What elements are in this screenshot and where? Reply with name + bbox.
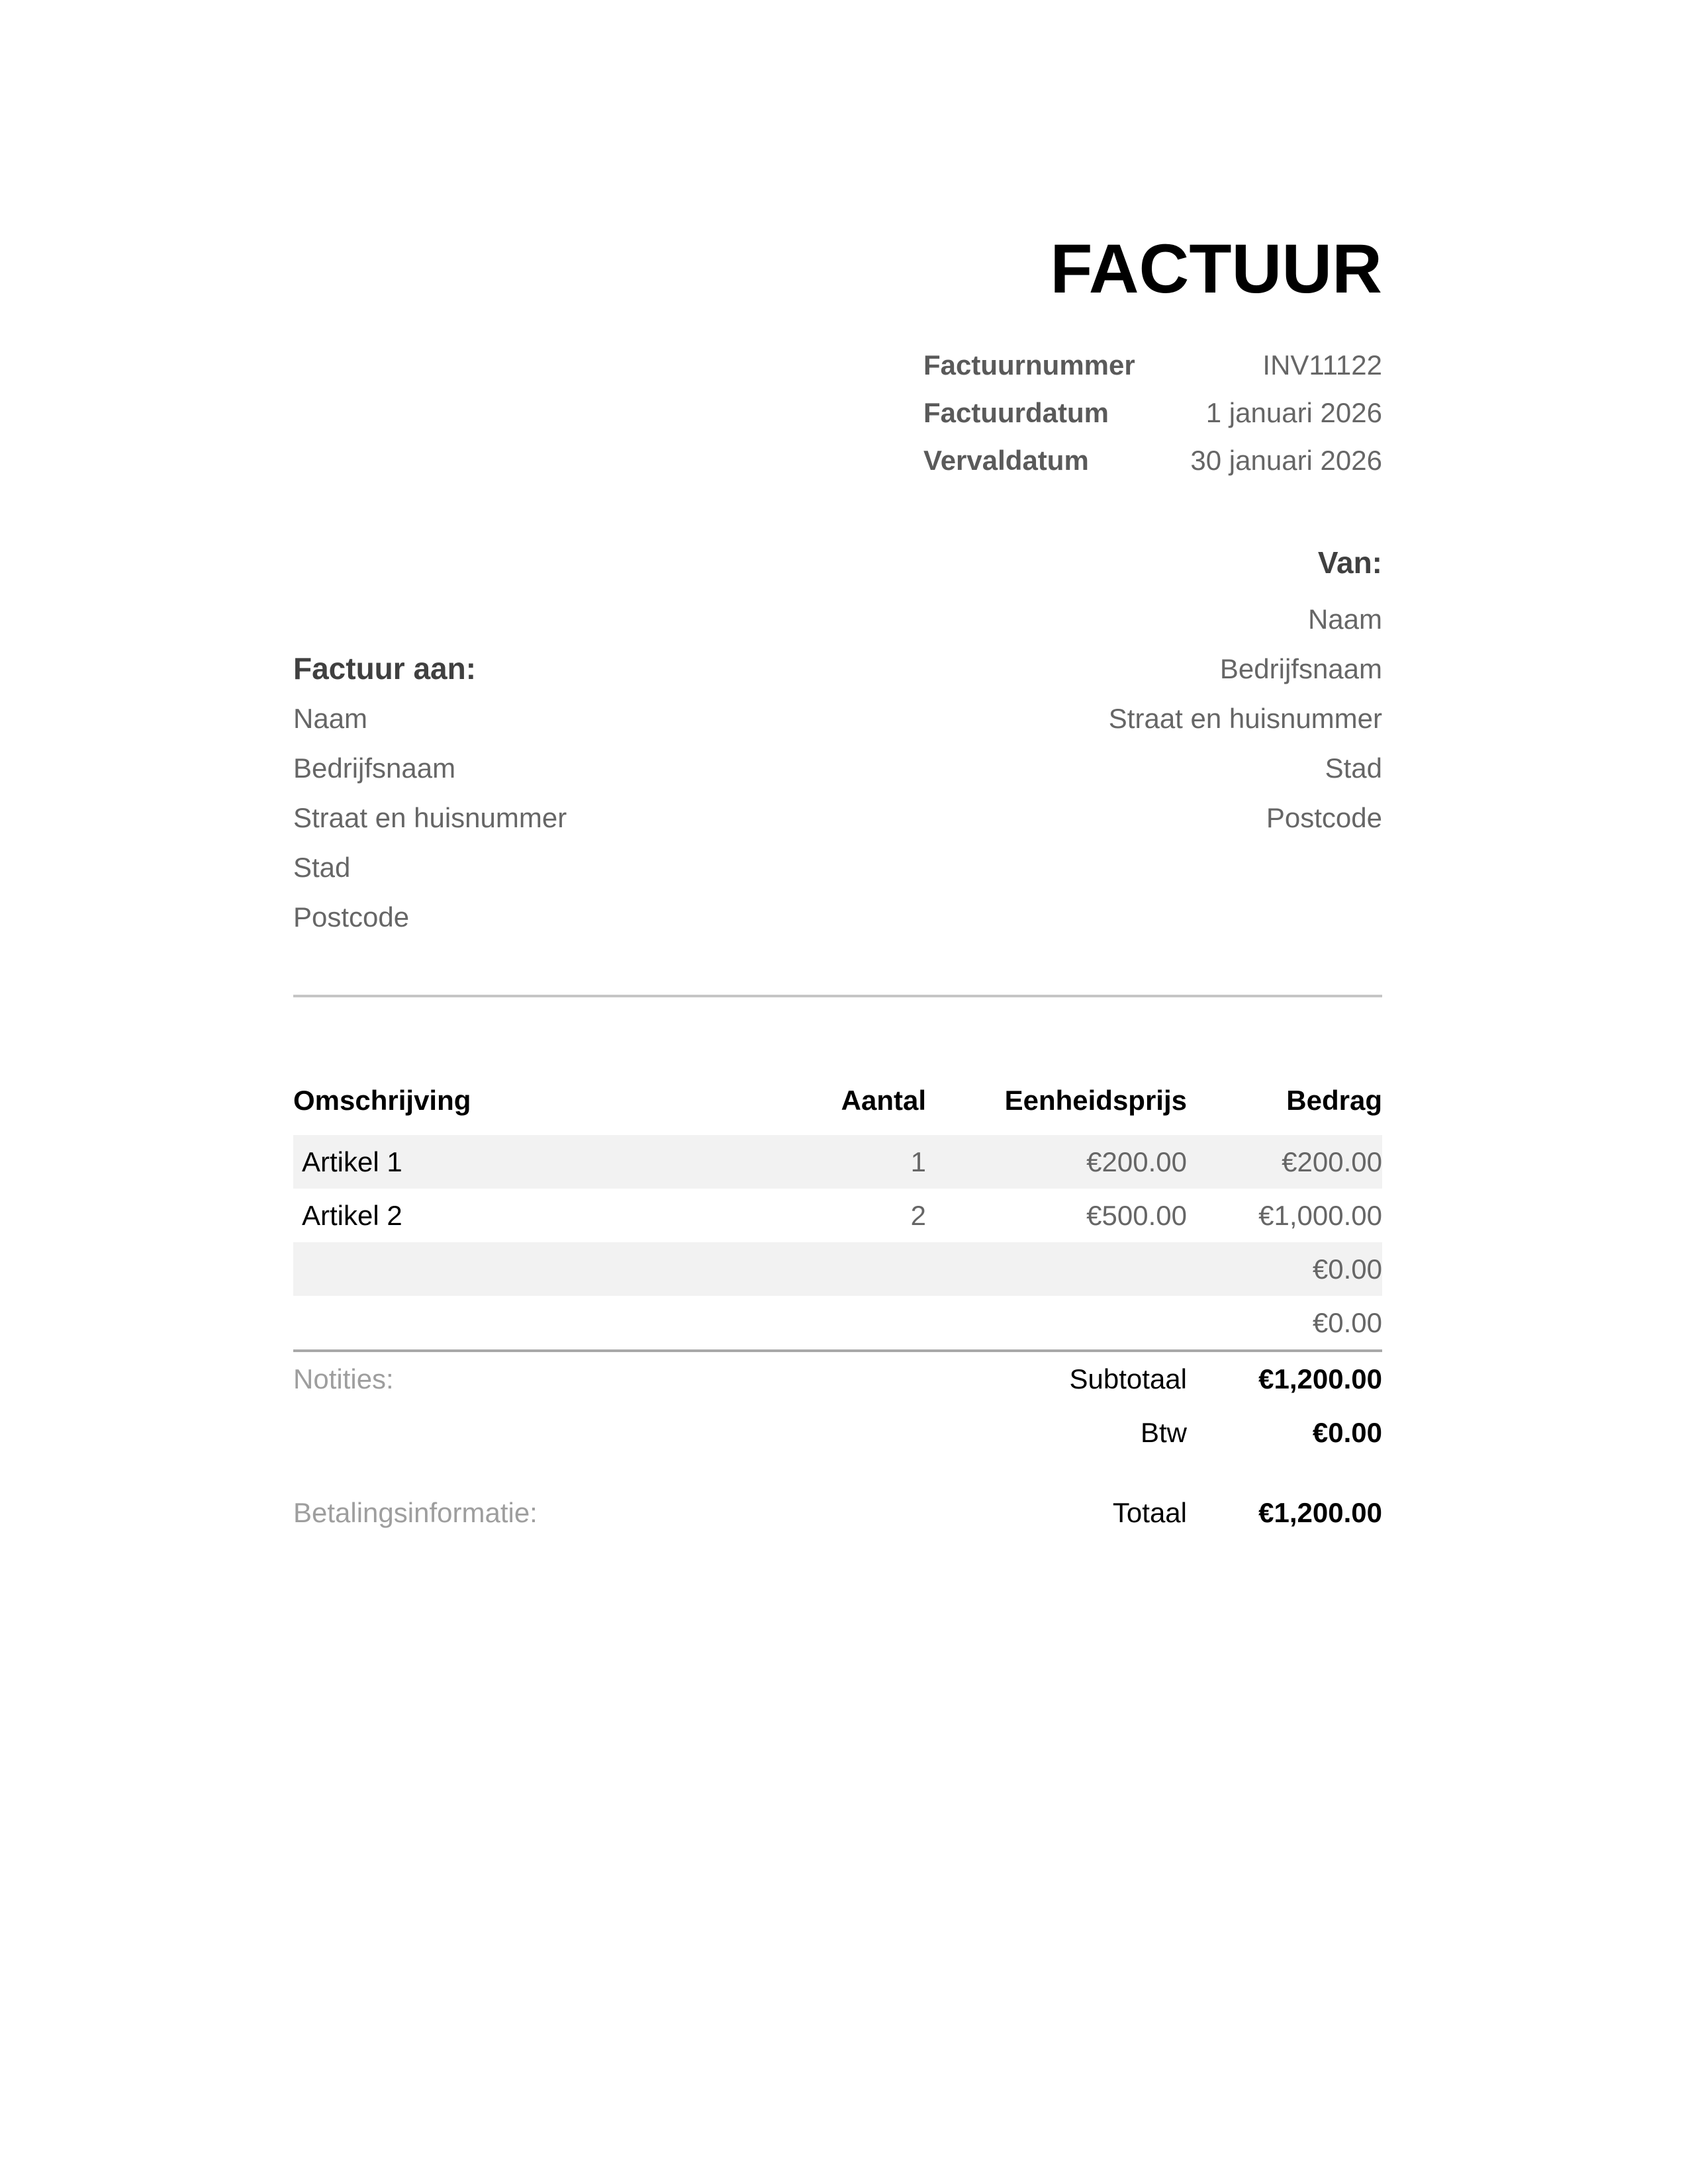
bill-to-postcode: Postcode (293, 901, 410, 933)
header-unit-price: Eenheidsprijs (1004, 1084, 1187, 1116)
bill-to-section (293, 644, 567, 942)
bill-to-name: Naam (293, 703, 368, 734)
item-amount: €0.00 (1312, 1306, 1382, 1338)
due-date-row (923, 437, 1382, 484)
tax-label: Btw (1140, 1416, 1187, 1448)
invoice-number-label: Factuurnummer (923, 349, 1135, 381)
subtotal-value: €1,200.00 (1258, 1363, 1382, 1394)
invoice-date-label: Factuurdatum (923, 397, 1109, 428)
item-description: Artikel 1 (302, 1146, 402, 1177)
from-heading: Van: (1317, 545, 1382, 580)
totals-section (293, 1352, 1382, 1539)
subtotal-label: Subtotaal (1069, 1363, 1187, 1394)
bill-to-city: Stad (293, 852, 351, 883)
header-description: Omschrijving (293, 1084, 471, 1116)
payment-info-label: Betalingsinformatie: (293, 1496, 538, 1528)
notes-label: Notities: (293, 1363, 394, 1394)
invoice-number-row (923, 341, 1382, 389)
item-quantity: 1 (910, 1146, 926, 1177)
total-value: €1,200.00 (1258, 1496, 1382, 1528)
invoice-date-row (923, 389, 1382, 437)
from-section (1109, 538, 1382, 842)
invoice-date-value: 1 januari 2026 (1205, 397, 1382, 428)
tax-row (293, 1406, 1382, 1459)
due-date-label: Vervaldatum (923, 445, 1089, 476)
from-postcode: Postcode (1266, 802, 1382, 833)
invoice-meta (923, 341, 1382, 484)
item-description: Artikel 2 (302, 1199, 402, 1231)
total-label: Totaal (1112, 1496, 1187, 1528)
table-row (293, 1189, 1382, 1242)
header-quantity: Aantal (841, 1084, 926, 1116)
table-row (293, 1296, 1382, 1349)
item-amount: €0.00 (1312, 1253, 1382, 1285)
bill-to-street: Straat en huisnummer (293, 802, 567, 833)
due-date-value: 30 januari 2026 (1190, 445, 1382, 476)
invoice-title: FACTUUR (1050, 230, 1382, 308)
tax-value: €0.00 (1312, 1416, 1382, 1448)
subtotal-row (293, 1352, 1382, 1406)
from-city: Stad (1325, 752, 1382, 784)
item-amount: €1,000.00 (1258, 1199, 1382, 1231)
invoice-number-value: INV11122 (1262, 349, 1382, 381)
bill-to-heading: Factuur aan: (293, 651, 477, 686)
header-amount: Bedrag (1286, 1084, 1382, 1116)
bill-to-company: Bedrijfsnaam (293, 752, 456, 784)
table-row (293, 1242, 1382, 1296)
totals-spacer (293, 1459, 1382, 1486)
address-table-divider (293, 995, 1382, 997)
line-items-table (293, 1066, 1382, 1349)
table-header-row (293, 1066, 1382, 1135)
item-unit-price: €200.00 (1086, 1146, 1187, 1177)
from-street: Straat en huisnummer (1108, 703, 1382, 734)
table-row (293, 1135, 1382, 1189)
from-name: Naam (1307, 604, 1382, 635)
item-unit-price: €500.00 (1086, 1199, 1187, 1231)
total-row (293, 1486, 1382, 1539)
item-quantity: 2 (910, 1199, 926, 1231)
from-company: Bedrijfsnaam (1219, 653, 1382, 684)
item-amount: €200.00 (1282, 1146, 1382, 1177)
